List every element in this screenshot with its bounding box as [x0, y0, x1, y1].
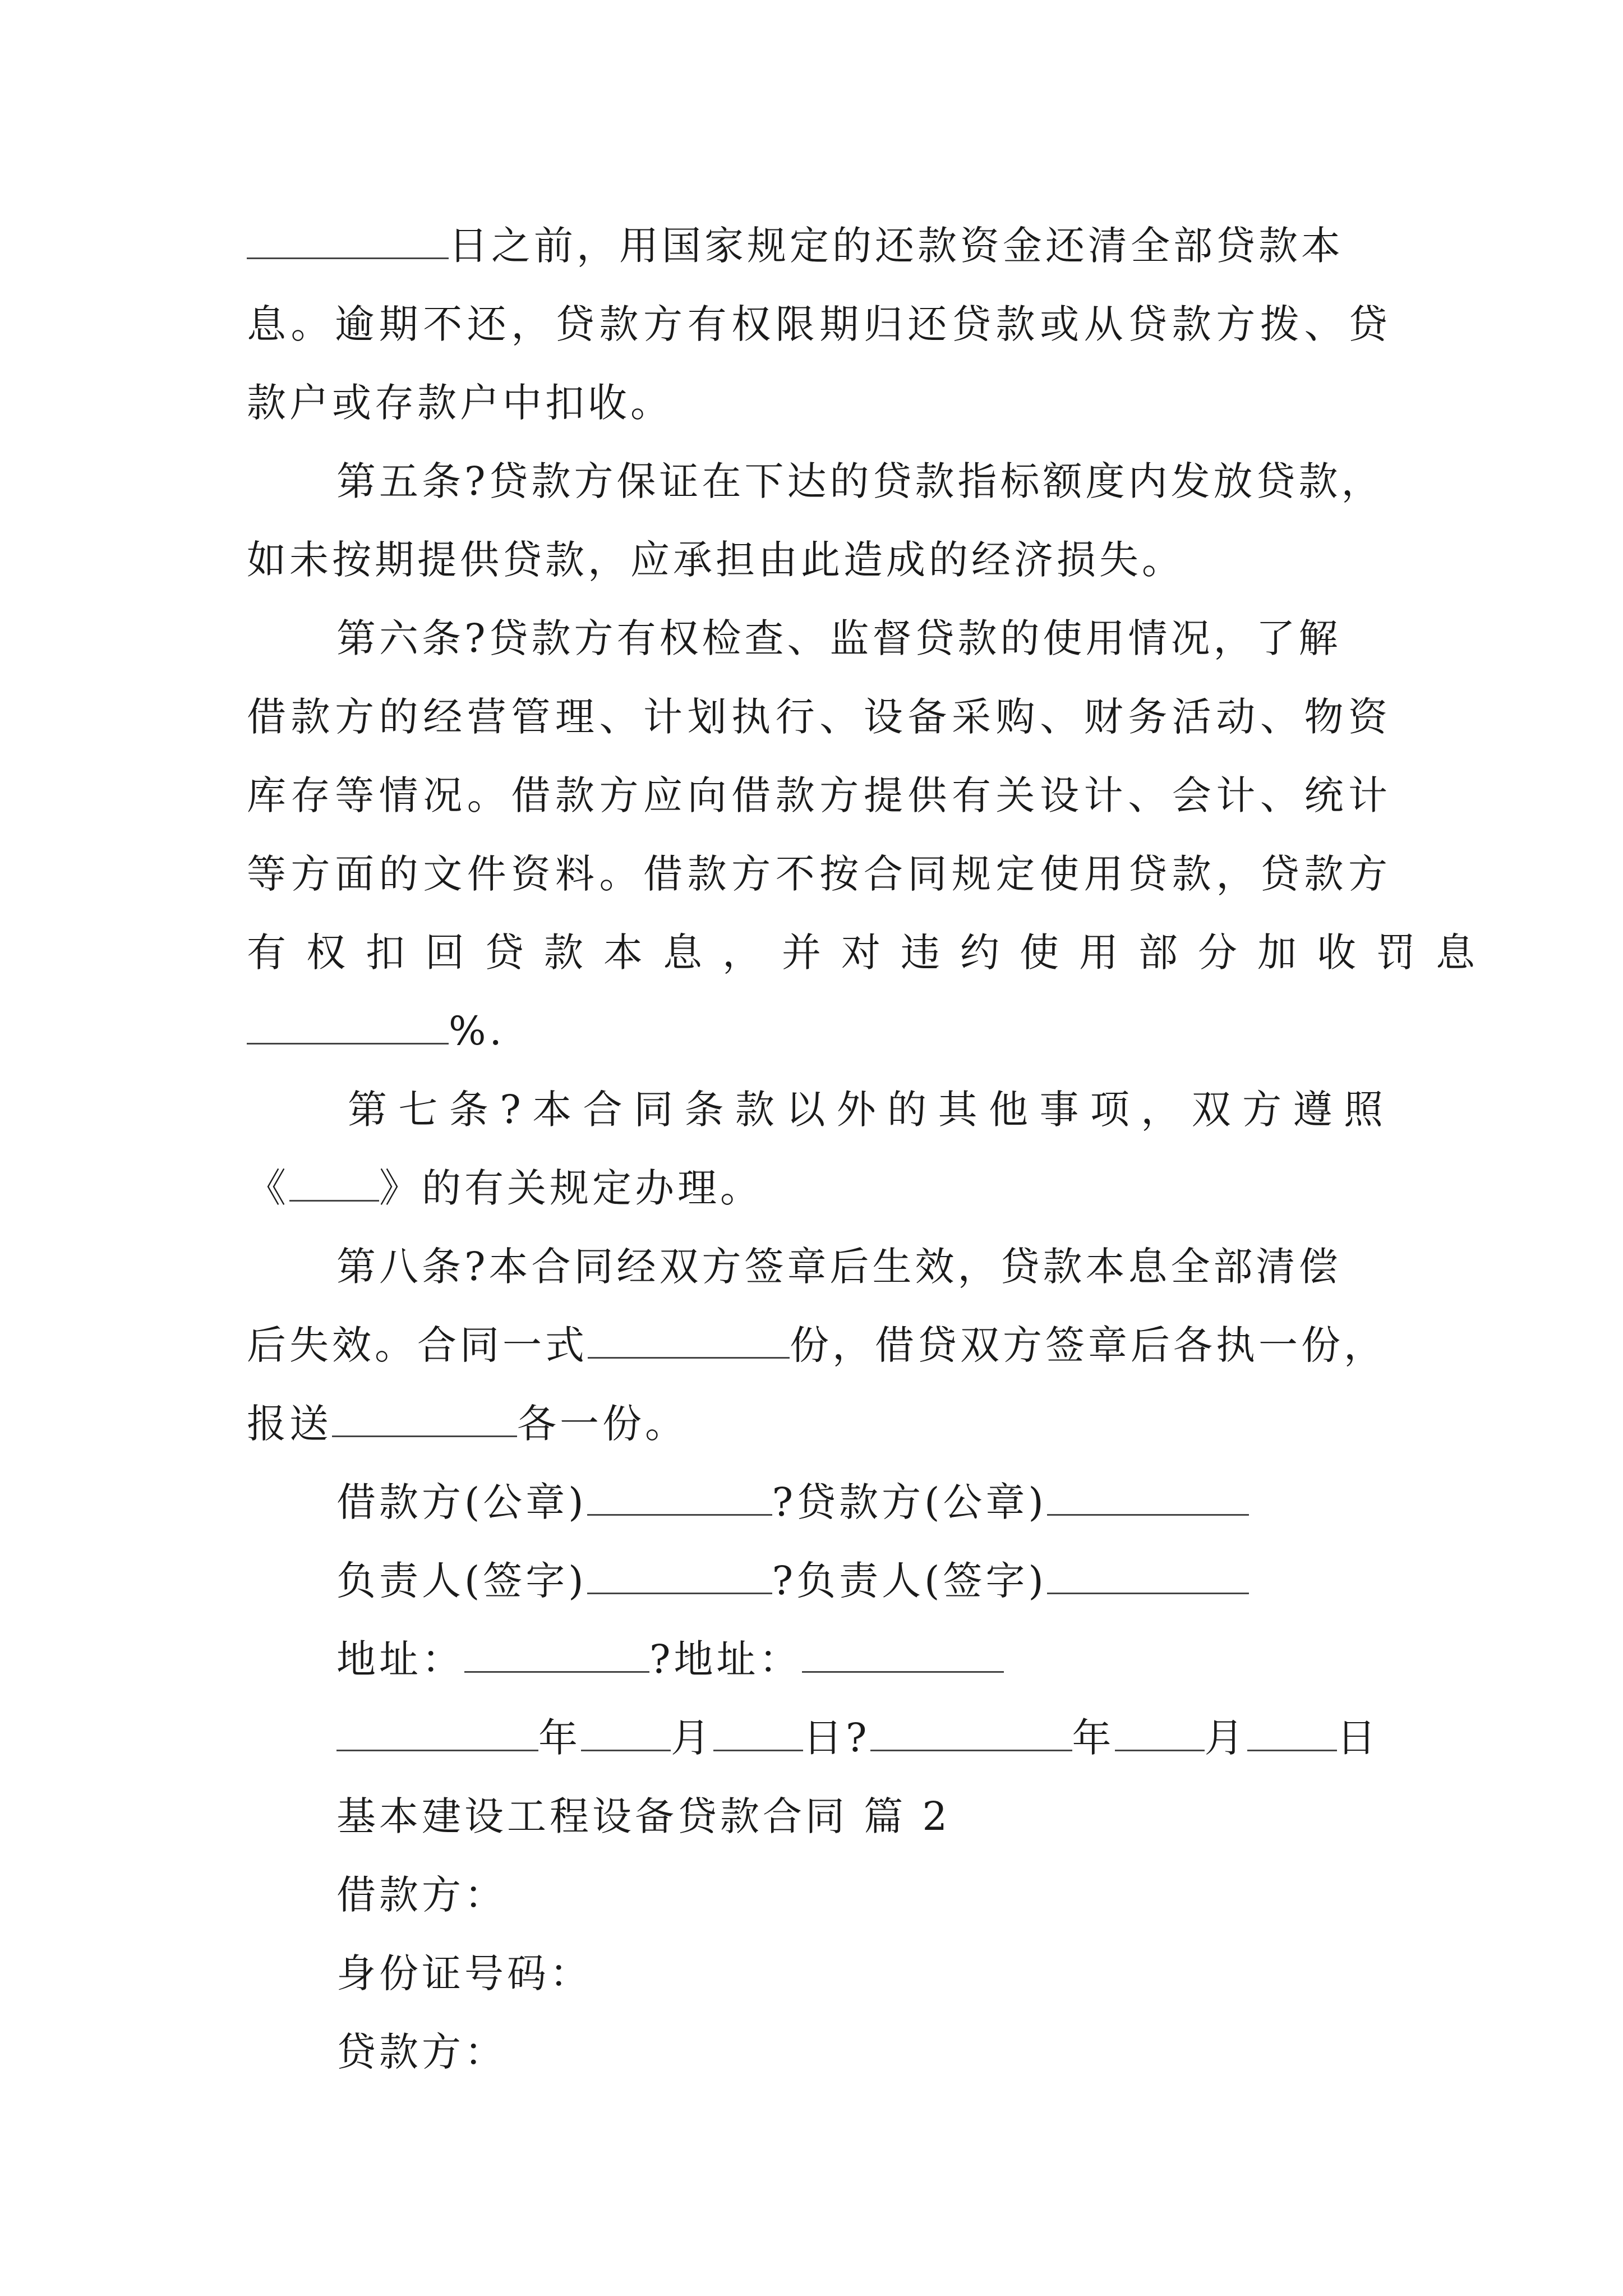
- article-6-line: [336, 599, 1391, 678]
- field-lender: [336, 2013, 1391, 2091]
- blank-field: [336, 1710, 538, 1751]
- paragraph-line: [247, 1384, 1391, 1463]
- blank-field: [587, 1553, 772, 1594]
- paragraph-line: [247, 678, 1391, 756]
- line-text: 负责人(签字): [336, 1558, 587, 1604]
- article-8-line: [336, 1227, 1391, 1306]
- line-text: 第八条?本合同经双方签章后生效，贷款本息全部清偿: [336, 1244, 1341, 1290]
- blank-field: [587, 1475, 772, 1516]
- blank-field: [1047, 1475, 1249, 1516]
- line-text: 日?: [803, 1715, 870, 1761]
- line-text: ?负责人(签字): [772, 1558, 1047, 1604]
- blank-field: [332, 1396, 517, 1437]
- line-text: 月: [671, 1715, 713, 1761]
- blank-field: [464, 1632, 649, 1673]
- signature-address-line: [336, 1620, 1391, 1699]
- line-text: 基本建设工程设备贷款合同 篇 2: [336, 1793, 951, 1839]
- signature-date-line: [336, 1699, 1391, 1777]
- field-id-number: [336, 1934, 1391, 2013]
- field-borrower: [336, 1856, 1391, 1934]
- line-text: 年: [538, 1715, 581, 1761]
- line-text: 如未按期提供贷款，应承担由此造成的经济损失。: [247, 537, 1184, 583]
- line-text: 份，借贷双方签章后各执一份，: [790, 1322, 1386, 1368]
- line-text: 贷款方：: [336, 2029, 507, 2075]
- paragraph-line: [247, 364, 1391, 442]
- line-text: ?地址：: [649, 1636, 802, 1682]
- paragraph-line: [247, 206, 1391, 285]
- blank-field: [247, 218, 449, 259]
- line-text: 日之前，用国家规定的还款资金还清全部贷款本: [449, 223, 1344, 269]
- line-text: 有权扣回贷款本息，并对违约使用部分加收罚息: [247, 930, 1495, 976]
- line-text: 地址：: [336, 1636, 464, 1682]
- blank-field: [1247, 1710, 1337, 1751]
- blank-field: [289, 1161, 379, 1202]
- signature-person-line: [336, 1542, 1391, 1620]
- paragraph-line: [247, 521, 1391, 599]
- paragraph-line: [247, 756, 1391, 835]
- line-text: 息。逾期不还，贷款方有权限期归还贷款或从贷款方拨、贷: [247, 301, 1391, 347]
- line-text: 款户或存款户中扣收。: [247, 380, 673, 426]
- line-text: ?贷款方(公章): [772, 1479, 1047, 1525]
- line-text: 第五条?贷款方保证在下达的贷款指标额度内发放贷款，: [336, 458, 1384, 504]
- blank-field: [870, 1710, 1072, 1751]
- paragraph-line: [247, 835, 1391, 913]
- line-text: 库存等情况。借款方应向借款方提供有关设计、会计、统计: [247, 772, 1391, 818]
- line-text: 借款方的经营管理、计划执行、设备采购、财务活动、物资: [247, 694, 1391, 740]
- blank-field: [247, 1004, 449, 1045]
- paragraph-line: [247, 913, 1495, 992]
- line-text: 》的有关规定办理。: [379, 1165, 763, 1211]
- line-text: 等方面的文件资料。借款方不按合同规定使用贷款，贷款方: [247, 851, 1391, 897]
- blank-field: [1047, 1553, 1249, 1594]
- line-text: 日: [1336, 1715, 1380, 1761]
- line-text: 借款方：: [336, 1872, 507, 1918]
- paragraph-line: [247, 992, 1391, 1070]
- line-text: 身份证号码：: [336, 1950, 592, 1996]
- section-title: [336, 1777, 1391, 1856]
- line-text: 年: [1072, 1715, 1115, 1761]
- signature-seal-line: [336, 1463, 1391, 1542]
- blank-field: [581, 1710, 671, 1751]
- article-5-line: [336, 442, 1402, 521]
- line-text: 各一份。: [517, 1401, 688, 1447]
- line-text: 第七条?本合同条款以外的其他事项，双方遵照: [348, 1087, 1391, 1133]
- line-text: 后失效。合同一式: [247, 1322, 588, 1368]
- line-text: 报送: [247, 1401, 332, 1447]
- line-text: %.: [449, 1008, 505, 1054]
- line-text: 借款方(公章): [336, 1479, 587, 1525]
- paragraph-line: [247, 1306, 1391, 1384]
- blank-field: [713, 1710, 803, 1751]
- line-text: 月: [1204, 1715, 1247, 1761]
- line-text: 第六条?贷款方有权检查、监督贷款的使用情况，了解: [336, 615, 1341, 661]
- blank-field: [802, 1632, 1004, 1673]
- blank-field: [588, 1318, 790, 1359]
- article-7-line: [348, 1070, 1391, 1149]
- line-text: 《: [247, 1165, 289, 1211]
- paragraph-line: [247, 1149, 1391, 1227]
- blank-field: [1115, 1710, 1205, 1751]
- paragraph-line: [247, 285, 1391, 364]
